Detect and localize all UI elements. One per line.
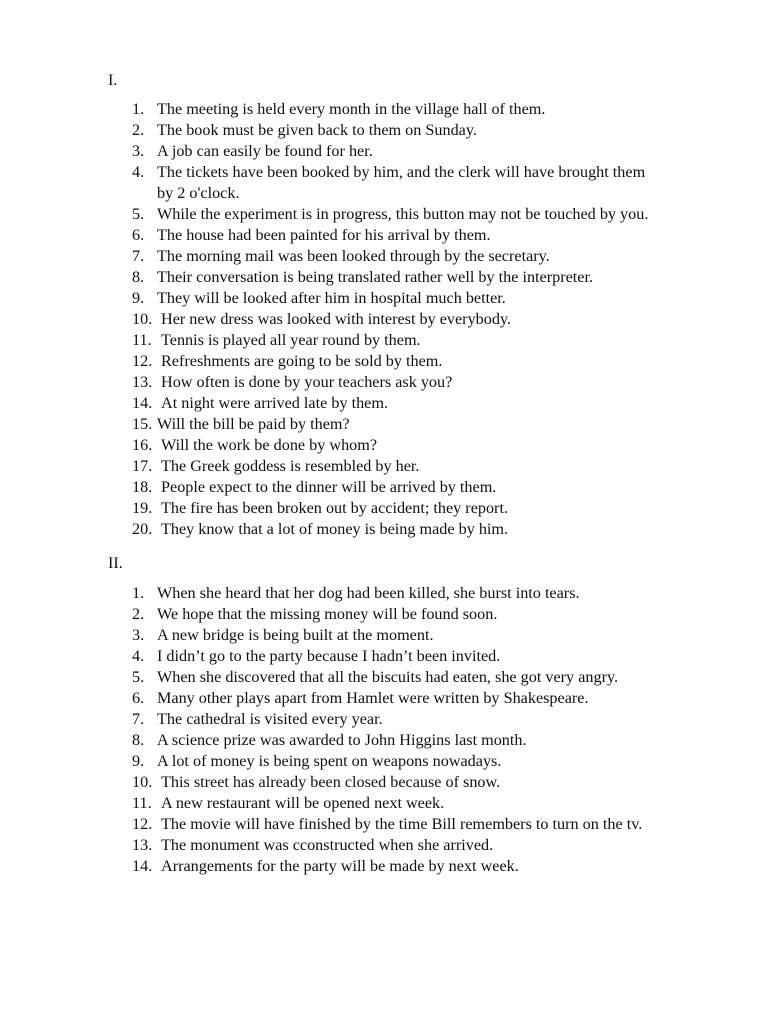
item-number: 9. (132, 289, 145, 307)
item-text: Their conversation is being translated rather well by the interpreter. (157, 268, 594, 286)
item-text: The tickets have been booked by him, and the clerk will have brought them (157, 163, 646, 181)
item-text: They will be looked after him in hospital much better. (157, 289, 506, 307)
item-number: 10. (132, 310, 153, 328)
item-number: 18. (132, 478, 153, 496)
exercise-list-1 (0, 99, 768, 540)
list-item (0, 667, 768, 688)
item-text: People expect to the dinner will be arrived by them. (161, 478, 497, 496)
item-number: 15. (132, 415, 153, 433)
item-number: 12. (132, 815, 153, 833)
item-text: They know that a lot of money is being made by him. (161, 520, 509, 538)
list-item (0, 372, 768, 393)
item-text: A job can easily be found for her. (157, 142, 373, 160)
item-text: Refreshments are going to be sold by them. (161, 352, 443, 370)
item-text: Tennis is played all year round by them. (161, 331, 421, 349)
item-text: The morning mail was been looked through by the secretary. (157, 247, 550, 265)
list-item (0, 730, 768, 751)
item-text: When she heard that her dog had been killed, she burst into tears. (157, 584, 580, 602)
item-number: 7. (132, 710, 145, 728)
item-number: 7. (132, 247, 145, 265)
item-number: 5. (132, 668, 145, 686)
list-item (0, 772, 768, 793)
item-text: The fire has been broken out by accident; they report. (161, 499, 508, 517)
item-number: 14. (132, 857, 153, 875)
list-item (0, 435, 768, 456)
item-number: 20. (132, 520, 153, 538)
list-item (0, 456, 768, 477)
item-number: 11. (132, 331, 152, 349)
item-text: The cathedral is visited every year. (157, 710, 383, 728)
item-number: 8. (132, 731, 145, 749)
item-text-continuation: by 2 o'clock. (157, 184, 240, 202)
item-text: The book must be given back to them on Sunday. (157, 121, 477, 139)
item-text: While the experiment is in progress, this button may not be touched by you. (157, 205, 649, 223)
item-text: We hope that the missing money will be found soon. (157, 605, 498, 623)
item-number: 1. (132, 584, 145, 602)
list-item (0, 162, 768, 204)
list-item (0, 583, 768, 604)
item-text: How often is done by your teachers ask you? (161, 373, 453, 391)
item-text: This street has already been closed because of snow. (161, 773, 501, 791)
section-heading-1: I. (108, 71, 118, 89)
item-number: 19. (132, 499, 153, 517)
item-number: 3. (132, 142, 145, 160)
item-number: 8. (132, 268, 145, 286)
item-text: A new bridge is being built at the moment. (157, 626, 434, 644)
list-item (0, 751, 768, 772)
list-item (0, 141, 768, 162)
item-number: 5. (132, 205, 145, 223)
list-item (0, 246, 768, 267)
item-text: I didn’t go to the party because I hadn’t been invited. (157, 647, 501, 665)
item-text: A science prize was awarded to John Higgins last month. (157, 731, 527, 749)
list-item (0, 519, 768, 540)
exercise-list-2 (0, 583, 768, 877)
list-item (0, 204, 768, 225)
item-number: 1. (132, 100, 145, 118)
item-number: 3. (132, 626, 145, 644)
item-number: 4. (132, 163, 145, 181)
list-item (0, 604, 768, 625)
item-number: 2. (132, 121, 145, 139)
item-text: The monument was cconstructed when she arrived. (161, 836, 494, 854)
list-item (0, 267, 768, 288)
list-item (0, 351, 768, 372)
list-item (0, 120, 768, 141)
item-text: Her new dress was looked with interest by everybody. (161, 310, 512, 328)
list-item (0, 309, 768, 330)
item-number: 9. (132, 752, 145, 770)
list-item (0, 814, 768, 835)
list-item (0, 625, 768, 646)
item-text: The meeting is held every month in the village hall of them. (157, 100, 546, 118)
item-text: At night were arrived late by them. (161, 394, 388, 412)
item-number: 6. (132, 689, 145, 707)
item-number: 17. (132, 457, 153, 475)
item-text: The Greek goddess is resembled by her. (161, 457, 420, 475)
list-item (0, 99, 768, 120)
item-text: When she discovered that all the biscuits had eaten, she got very angry. (157, 668, 619, 686)
item-text: A new restaurant will be opened next week. (161, 794, 445, 812)
list-item (0, 225, 768, 246)
list-item (0, 477, 768, 498)
list-item (0, 709, 768, 730)
item-text: Will the work be done by whom? (161, 436, 378, 454)
item-number: 2. (132, 605, 145, 623)
item-text: The movie will have finished by the time Bill remembers to turn on the tv. (161, 815, 643, 833)
item-number: 6. (132, 226, 145, 244)
section-heading-2: II. (108, 554, 123, 572)
list-item (0, 393, 768, 414)
item-number: 4. (132, 647, 145, 665)
item-number: 16. (132, 436, 153, 454)
list-item (0, 288, 768, 309)
item-number: 12. (132, 352, 153, 370)
item-number: 11. (132, 794, 152, 812)
item-text: A lot of money is being spent on weapons nowadays. (157, 752, 502, 770)
list-item (0, 856, 768, 877)
list-item (0, 330, 768, 351)
list-item (0, 688, 768, 709)
item-text: Will the bill be paid by them? (157, 415, 350, 433)
item-text: Many other plays apart from Hamlet were written by Shakespeare. (157, 689, 589, 707)
item-number: 10. (132, 773, 153, 791)
item-text: Arrangements for the party will be made by next week. (161, 857, 519, 875)
list-item (0, 498, 768, 519)
list-item (0, 835, 768, 856)
item-number: 13. (132, 373, 153, 391)
list-item (0, 414, 768, 435)
item-number: 13. (132, 836, 153, 854)
list-item (0, 793, 768, 814)
item-number: 14. (132, 394, 153, 412)
list-item (0, 646, 768, 667)
item-text: The house had been painted for his arrival by them. (157, 226, 491, 244)
